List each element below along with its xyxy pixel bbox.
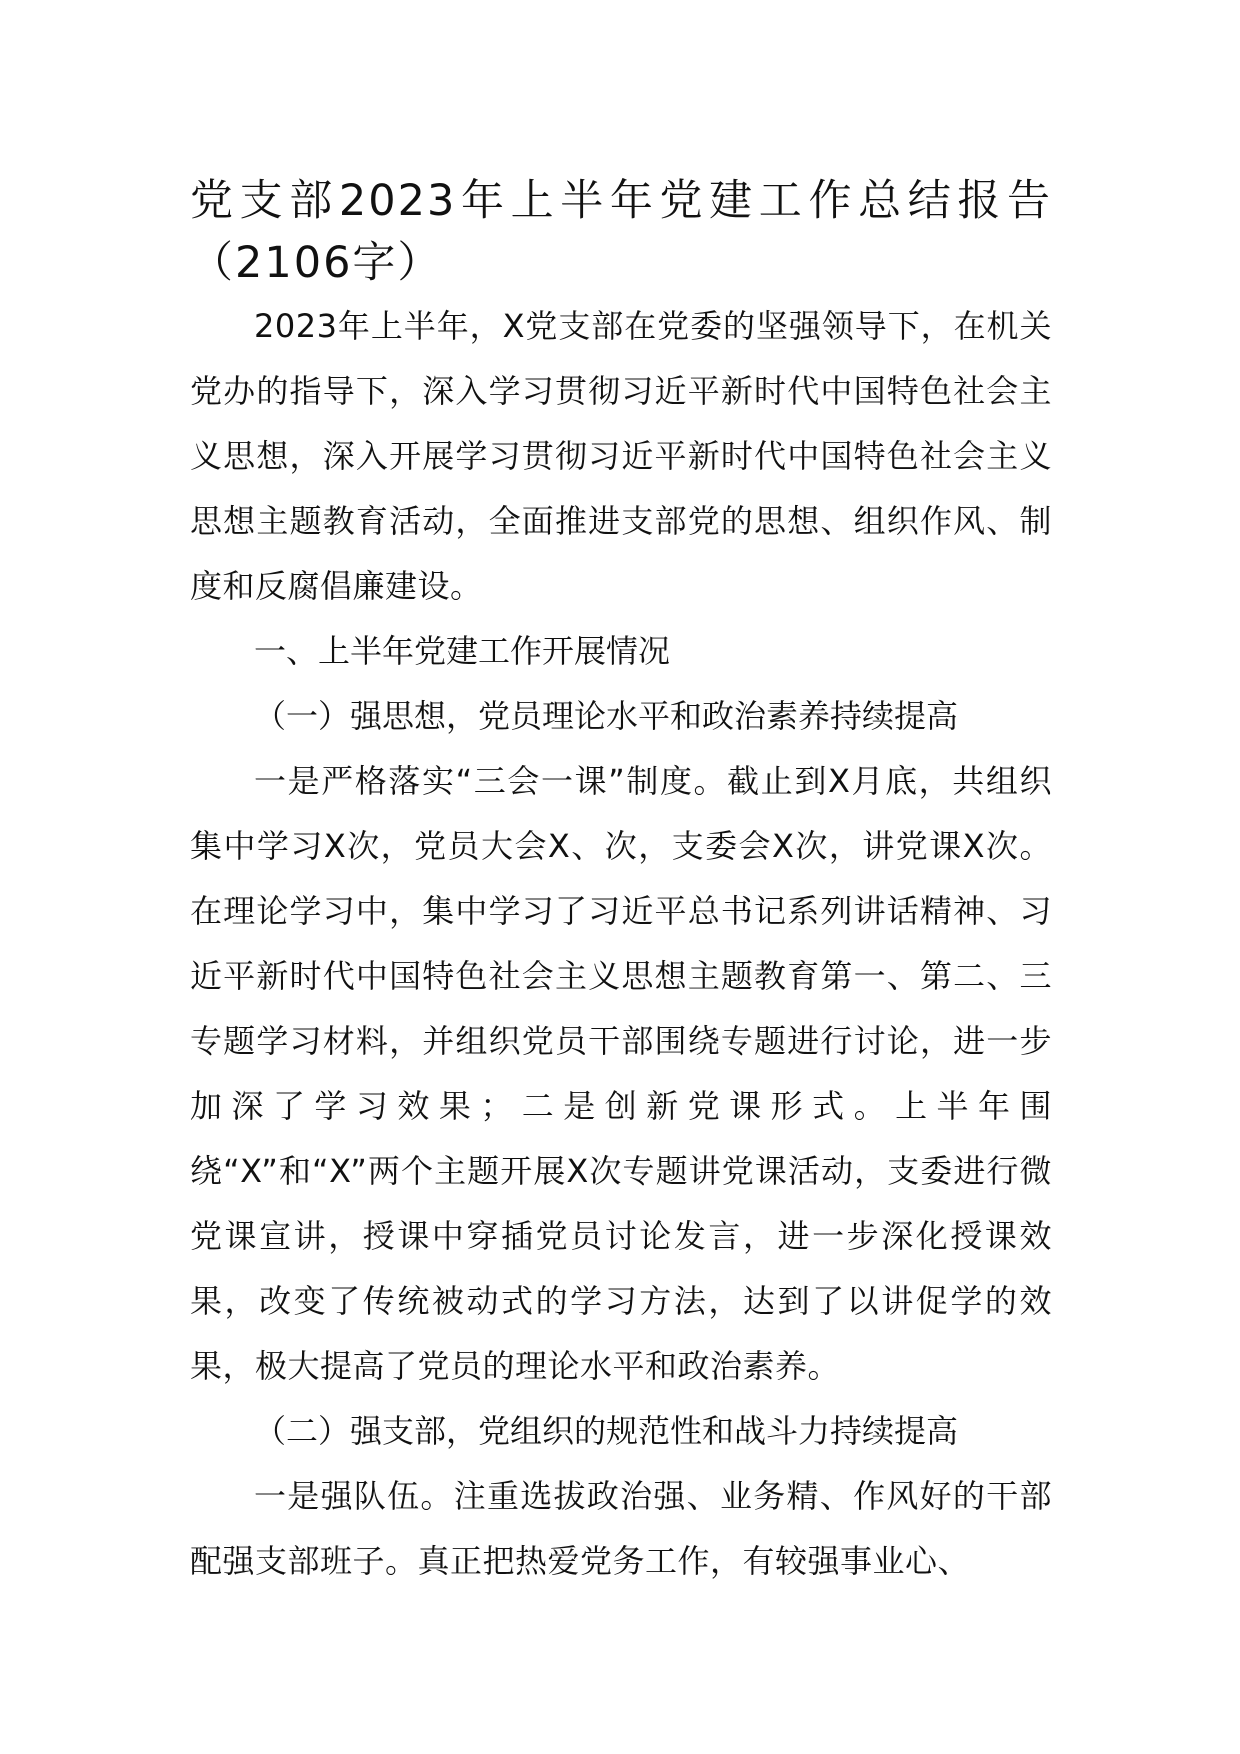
subsection-heading: （二）强支部，党组织的规范性和战斗力持续提高 (254, 1412, 959, 1450)
intro-paragraph: 2023年上半年，X党支部在党委的坚强领导下，在机关党办的指导下，深入学习贯彻习近平新时代中国特色社会主义思想，深入开展学习贯彻习近平新时代中国特色社会主义思想主题教育活动，全面推进支部党的思想、组织作风、制度和反腐倡廉建设。 (190, 307, 1052, 605)
section-heading: 一、上半年党建工作开展情况 (254, 632, 671, 670)
document-page (190, 170, 1052, 1594)
body-paragraph: 一是严格落实“三会一课”制度。截止到X月底，共组织集中学习X次，党员大会X、次，支委会X次，讲党课X次。在理论学习中，集中学习了习近平总书记系列讲话精神、习近平新时代中国特色社会主义思想主题教育第一、第二、三专题学习材料，并组织党员干部围绕专题进行讨论，进一步加深了学习效果；二是创新党课形式。上半年围绕“X”和“X”两个主题开展X次专题讲党课活动，支委进行微党课宣讲，授课中穿插党员讨论发言，进一步深化授课效果，改变了传统被动式的学习方法，达到了以讲促学的效果，极大提高了党员的理论水平和政治素养。 (190, 762, 1052, 1385)
body-paragraph: 一是强队伍。注重选拔政治强、业务精、作风好的干部配强支部班子。真正把热爱党务工作，有较强事业心、 (190, 1477, 1052, 1580)
subsection-heading: （一）强思想，党员理论水平和政治素养持续提高 (254, 697, 959, 735)
document-title: 党支部2023年上半年党建工作总结报告（2106字） (190, 176, 1052, 288)
